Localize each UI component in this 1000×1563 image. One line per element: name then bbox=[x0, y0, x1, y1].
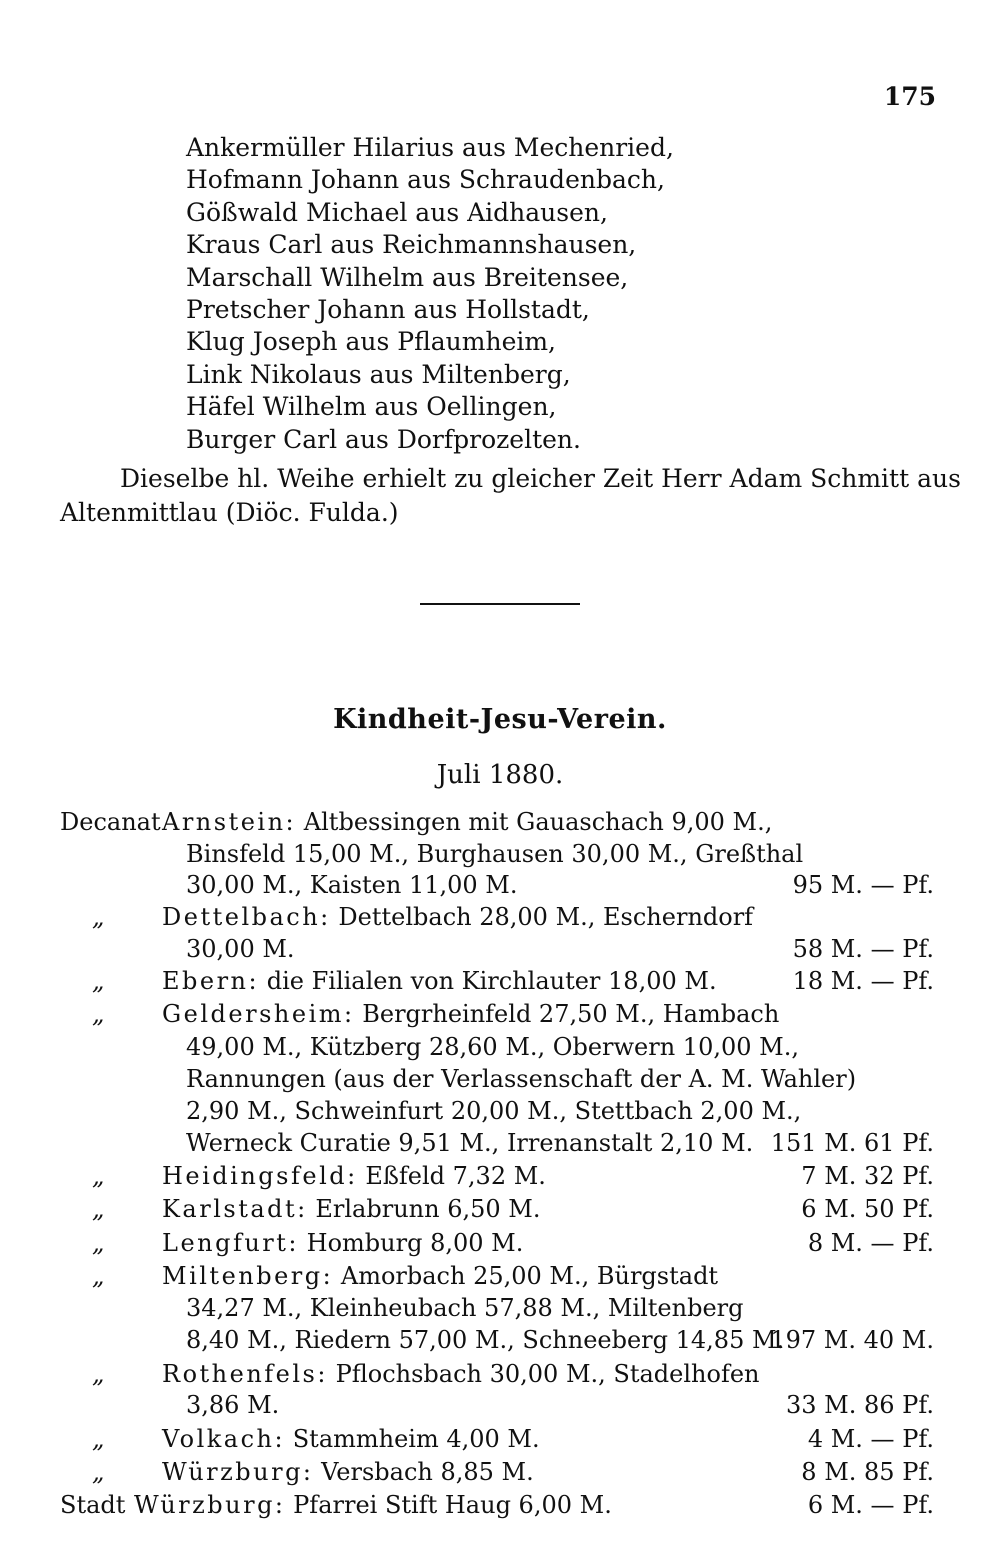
entry-line: 30,00 M. bbox=[186, 935, 295, 963]
table-row bbox=[0, 1097, 1000, 1129]
table-row bbox=[0, 935, 1000, 967]
entry-line: Versbach 8,85 M. bbox=[321, 1458, 534, 1486]
entry-amount: 33 M. 86 Pf. bbox=[786, 1391, 934, 1419]
entry-line: Pfarrei Stift Haug 6,00 M. bbox=[293, 1491, 612, 1519]
entry-amount: 95 M. — Pf. bbox=[792, 871, 934, 899]
list-item: Gößwald Michael aus Aidhausen, bbox=[186, 197, 608, 227]
entry-text bbox=[162, 1162, 546, 1190]
table-row bbox=[0, 1229, 1000, 1261]
entry-line: Werneck Curatie 9,51 M., Irrenanstalt 2,10 M. bbox=[186, 1129, 754, 1157]
table-row bbox=[0, 1458, 1000, 1490]
entry-text bbox=[162, 1360, 760, 1388]
entry-line: Amorbach 25,00 M., Bürgstadt bbox=[340, 1262, 719, 1290]
deanery-name: Würzburg: bbox=[134, 1491, 286, 1519]
entry-text bbox=[162, 1195, 540, 1223]
deanery-name: Lengfurt: bbox=[162, 1229, 300, 1257]
entry-text bbox=[162, 1262, 718, 1290]
section-title: Kindheit-Jesu-Verein. bbox=[333, 704, 667, 735]
entry-line: Bergrheinfeld 27,50 M., Hambach bbox=[362, 1000, 780, 1028]
entry-line: die Filialen von Kirchlauter 18,00 M. bbox=[266, 967, 717, 995]
table-row bbox=[0, 1162, 1000, 1194]
entry-text bbox=[162, 808, 772, 836]
entry-line: Dettelbach 28,00 M., Escherndorf bbox=[338, 903, 754, 931]
entry-line: 2,90 M., Schweinfurt 20,00 M., Stettbach 2,00 M., bbox=[186, 1097, 802, 1125]
ditto-mark: „ bbox=[92, 1262, 105, 1290]
table-row bbox=[0, 1129, 1000, 1161]
section-divider bbox=[420, 603, 580, 605]
deanery-name: Rothenfels: bbox=[162, 1360, 328, 1388]
table-row bbox=[0, 1360, 1000, 1392]
table-row bbox=[0, 1391, 1000, 1423]
list-item: Klug Joseph aus Pflaumheim, bbox=[186, 327, 557, 357]
table-row bbox=[0, 1326, 1000, 1358]
deanery-name: Geldersheim: bbox=[162, 1000, 355, 1028]
entry-text bbox=[162, 903, 753, 931]
ditto-mark: „ bbox=[92, 1000, 105, 1028]
deanery-name: Arnstein: bbox=[162, 808, 297, 836]
note-line-2: Altenmittlau (Diöc. Fulda.) bbox=[60, 498, 399, 527]
entry-amount: 4 M. — Pf. bbox=[807, 1425, 934, 1453]
ordination-note bbox=[60, 462, 961, 530]
table-row bbox=[0, 840, 1000, 872]
entry-text bbox=[134, 1491, 612, 1519]
entry-amount: 8 M. 85 Pf. bbox=[801, 1458, 934, 1486]
ditto-mark: „ bbox=[92, 1425, 105, 1453]
entry-text bbox=[162, 1000, 779, 1028]
table-row bbox=[0, 808, 1000, 840]
entry-line: Homburg 8,00 M. bbox=[306, 1229, 524, 1257]
table-row bbox=[0, 967, 1000, 999]
entry-line: 8,40 M., Riedern 57,00 M., Schneeberg 14,85 M. bbox=[186, 1326, 785, 1354]
deanery-name: Heidingsfeld: bbox=[162, 1162, 358, 1190]
entry-amount: 197 M. 40 M. bbox=[770, 1326, 934, 1354]
list-item: Hofmann Johann aus Schraudenbach, bbox=[186, 165, 665, 195]
entry-line: Rannungen (aus der Verlassenschaft der A. M. Wahler) bbox=[186, 1065, 857, 1093]
list-item: Ankermüller Hilarius aus Mechenried, bbox=[186, 133, 674, 162]
deanery-name: Würzburg: bbox=[162, 1458, 314, 1486]
list-item: Kraus Carl aus Reichmannshausen, bbox=[186, 230, 637, 260]
entry-text bbox=[162, 1458, 534, 1486]
table-row bbox=[0, 1033, 1000, 1065]
entry-line: 3,86 M. bbox=[186, 1391, 280, 1419]
deanery-name: Karlstadt: bbox=[162, 1195, 308, 1223]
decanat-label: Decanat bbox=[60, 808, 161, 836]
deanery-name: Dettelbach: bbox=[162, 903, 331, 931]
table-row bbox=[0, 903, 1000, 935]
entry-line: Erlabrunn 6,50 M. bbox=[315, 1195, 541, 1223]
entry-line: Altbessingen mit Gauaschach 9,00 M., bbox=[303, 808, 773, 836]
entry-text bbox=[162, 1425, 540, 1453]
entry-line: 49,00 M., Kützberg 28,60 M., Oberwern 10,00 M., bbox=[186, 1033, 799, 1061]
entry-line: 30,00 M., Kaisten 11,00 M. bbox=[186, 871, 518, 899]
deanery-name: Miltenberg: bbox=[162, 1262, 334, 1290]
entry-text bbox=[162, 1229, 523, 1257]
page-number: 175 bbox=[883, 82, 936, 111]
list-item: Link Nikolaus aus Miltenberg, bbox=[186, 359, 571, 389]
ditto-mark: „ bbox=[92, 1229, 105, 1257]
ditto-mark: „ bbox=[92, 1360, 105, 1388]
entry-line: 34,27 M., Kleinheubach 57,88 M., Miltenberg bbox=[186, 1294, 744, 1322]
deanery-name: Ebern: bbox=[162, 967, 260, 995]
entry-text bbox=[162, 967, 717, 995]
deanery-name: Volkach: bbox=[162, 1425, 286, 1453]
list-item: Burger Carl aus Dorfprozelten. bbox=[186, 424, 581, 454]
entry-amount: 151 M. 61 Pf. bbox=[770, 1129, 934, 1157]
table-row bbox=[0, 1065, 1000, 1097]
table-row bbox=[0, 1195, 1000, 1227]
entry-line: Eßfeld 7,32 M. bbox=[365, 1162, 546, 1190]
table-row bbox=[0, 1000, 1000, 1032]
table-row bbox=[0, 871, 1000, 903]
entry-amount: 8 M. — Pf. bbox=[807, 1229, 934, 1257]
entry-amount: 18 M. — Pf. bbox=[792, 967, 934, 995]
ditto-mark: „ bbox=[92, 1162, 105, 1190]
entry-line: Binsfeld 15,00 M., Burghausen 30,00 M., Greßthal bbox=[186, 840, 804, 868]
entry-line: Pflochsbach 30,00 M., Stadelhofen bbox=[335, 1360, 760, 1388]
table-row bbox=[0, 1262, 1000, 1294]
list-item: Marschall Wilhelm aus Breitensee, bbox=[186, 262, 629, 292]
section-date: Juli 1880. bbox=[436, 760, 564, 790]
entry-amount: 6 M. 50 Pf. bbox=[801, 1195, 934, 1223]
ditto-mark: „ bbox=[92, 967, 105, 995]
table-row bbox=[0, 1491, 1000, 1523]
list-item: Häfel Wilhelm aus Oellingen, bbox=[186, 392, 557, 422]
entry-amount: 7 M. 32 Pf. bbox=[801, 1162, 934, 1190]
entry-amount: 58 M. — Pf. bbox=[792, 935, 934, 963]
table-row bbox=[0, 1294, 1000, 1326]
list-item: Pretscher Johann aus Hollstadt, bbox=[186, 295, 590, 325]
entry-line: Stammheim 4,00 M. bbox=[292, 1425, 540, 1453]
ditto-mark: „ bbox=[92, 1458, 105, 1486]
ditto-mark: „ bbox=[92, 903, 105, 931]
stadt-label: Stadt bbox=[60, 1491, 126, 1519]
entry-amount: 6 M. — Pf. bbox=[807, 1491, 934, 1519]
note-line-1: Dieselbe hl. Weihe erhielt zu gleicher Zeit Herr Adam Schmitt aus bbox=[120, 464, 961, 493]
ordination-list bbox=[186, 132, 674, 456]
table-row bbox=[0, 1425, 1000, 1457]
ditto-mark: „ bbox=[92, 1195, 105, 1223]
